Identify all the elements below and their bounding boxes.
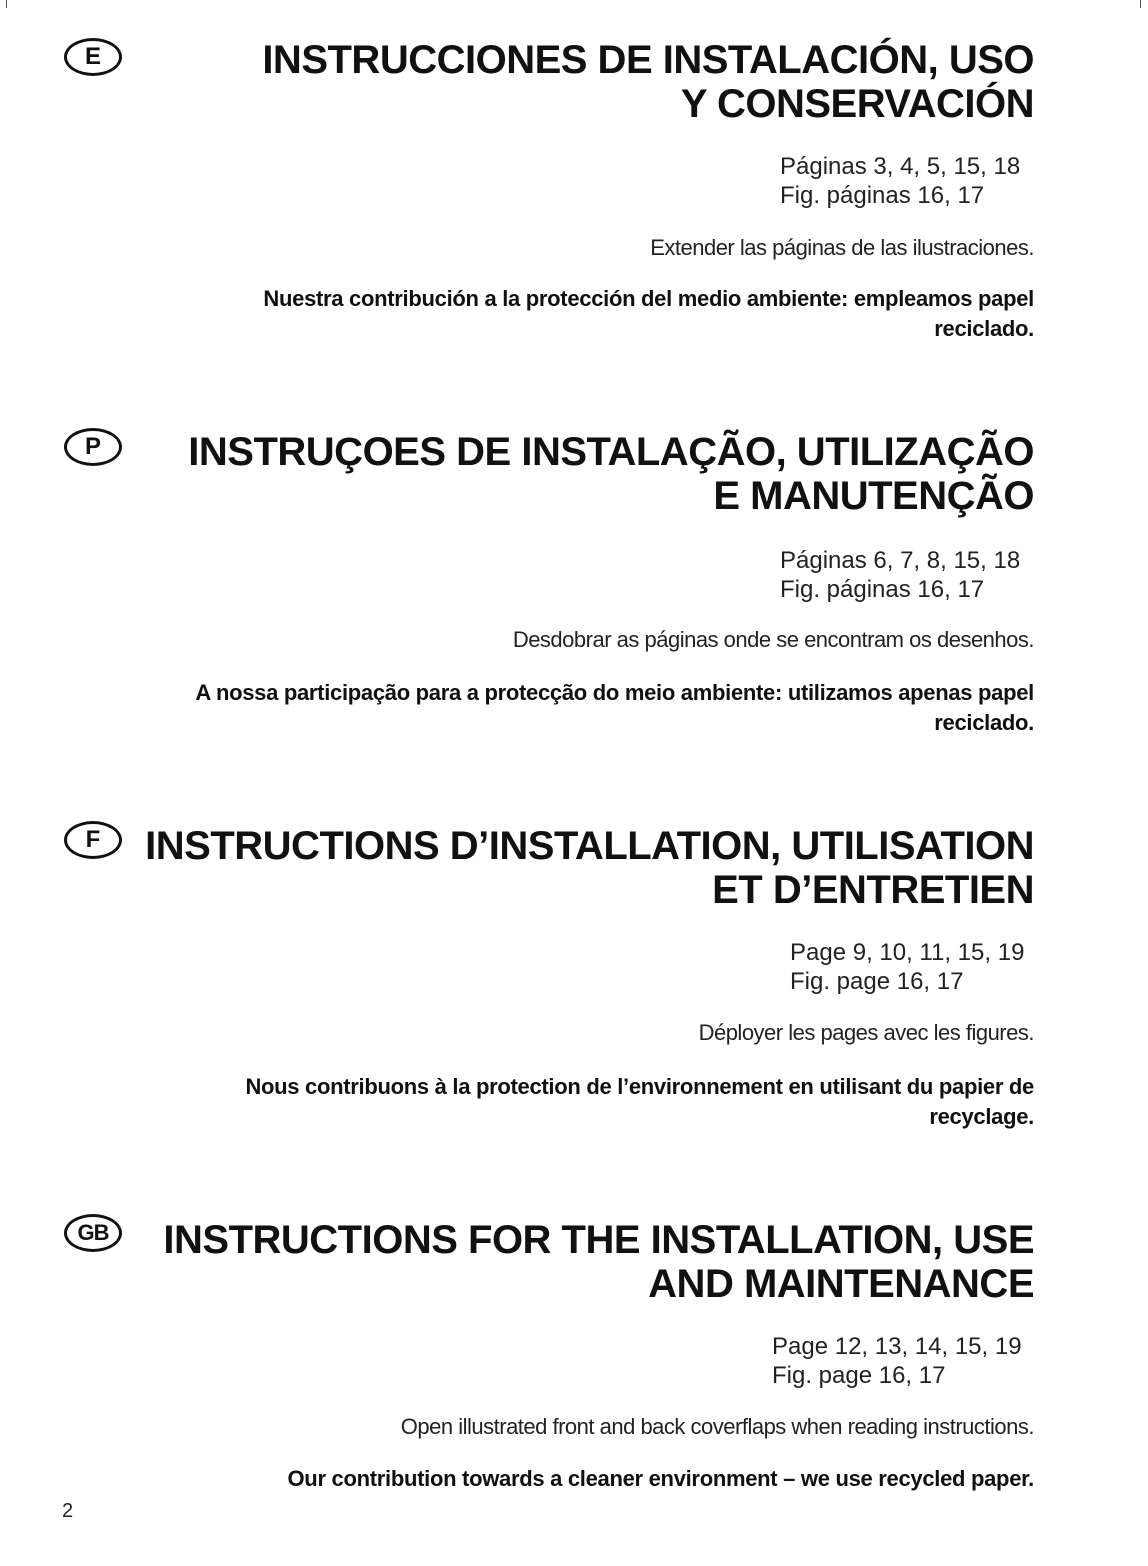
environment-note — [195, 678, 1034, 738]
edge-mark-right — [1140, 0, 1141, 8]
eco-line: Nous contribuons à la protection de l’environnement en utilisant du papier de — [245, 1074, 1034, 1099]
section-title — [188, 430, 1034, 518]
title-line: E MANUTENÇÃO — [713, 474, 1034, 518]
eco-line: recyclage. — [929, 1104, 1034, 1129]
eco-line: Our contribution towards a cleaner environment – we use recycled paper. — [287, 1466, 1034, 1491]
eco-line: Nuestra contribución a la protección del medio ambiente: empleamos papel — [263, 286, 1034, 311]
unfold-note: Extender las páginas de las ilustraciones. — [650, 235, 1034, 260]
eco-line: reciclado. — [934, 316, 1034, 341]
page-references — [780, 546, 1020, 604]
environment-note — [263, 284, 1034, 344]
figure-pages-line: Fig. page 16, 17 — [772, 1362, 946, 1389]
page-references — [772, 1332, 1022, 1390]
unfold-note: Déployer les pages avec les figures. — [698, 1020, 1034, 1045]
pages-line: Page 9, 10, 11, 15, 19 — [790, 939, 1025, 966]
page-references — [780, 152, 1020, 210]
section-title — [163, 1218, 1034, 1306]
title-line: ET D’ENTRETIEN — [712, 868, 1034, 912]
eco-line: reciclado. — [934, 710, 1034, 735]
figure-pages-line: Fig. page 16, 17 — [790, 968, 964, 995]
title-line: INSTRUCTIONS D’INSTALLATION, UTILISATION — [145, 824, 1034, 868]
section-title — [145, 824, 1034, 912]
title-line: INSTRUCTIONS FOR THE INSTALLATION, USE — [163, 1218, 1034, 1262]
eco-line: A nossa participação para a protecção do meio ambiente: utilizamos apenas papel — [195, 680, 1034, 705]
figure-pages-line: Fig. páginas 16, 17 — [780, 182, 985, 209]
title-line: Y CONSERVACIÓN — [680, 82, 1034, 126]
title-line: AND MAINTENANCE — [648, 1262, 1034, 1306]
figure-pages-line: Fig. páginas 16, 17 — [780, 576, 985, 603]
environment-note — [245, 1072, 1034, 1132]
pages-line: Page 12, 13, 14, 15, 19 — [772, 1333, 1022, 1360]
unfold-note: Open illustrated front and back coverflaps when reading instructions. — [400, 1414, 1034, 1439]
page-references — [790, 938, 1024, 996]
language-badge-p: P — [64, 428, 122, 466]
title-line: INSTRUCCIONES DE INSTALACIÓN, USO — [262, 38, 1034, 82]
section-title — [262, 38, 1034, 126]
environment-note — [288, 1464, 1035, 1494]
title-line: INSTRUÇOES DE INSTALAÇÃO, UTILIZAÇÃO — [188, 430, 1034, 474]
language-badge-gb: GB — [64, 1214, 122, 1252]
page-number: 2 — [62, 1500, 74, 1522]
pages-line: Páginas 6, 7, 8, 15, 18 — [780, 547, 1021, 574]
unfold-note: Desdobrar as páginas onde se encontram os desenhos. — [512, 627, 1034, 652]
language-badge-f: F — [64, 821, 122, 859]
edge-mark-left — [6, 0, 7, 8]
language-badge-e: E — [64, 38, 122, 76]
pages-line: Páginas 3, 4, 5, 15, 18 — [780, 153, 1021, 180]
